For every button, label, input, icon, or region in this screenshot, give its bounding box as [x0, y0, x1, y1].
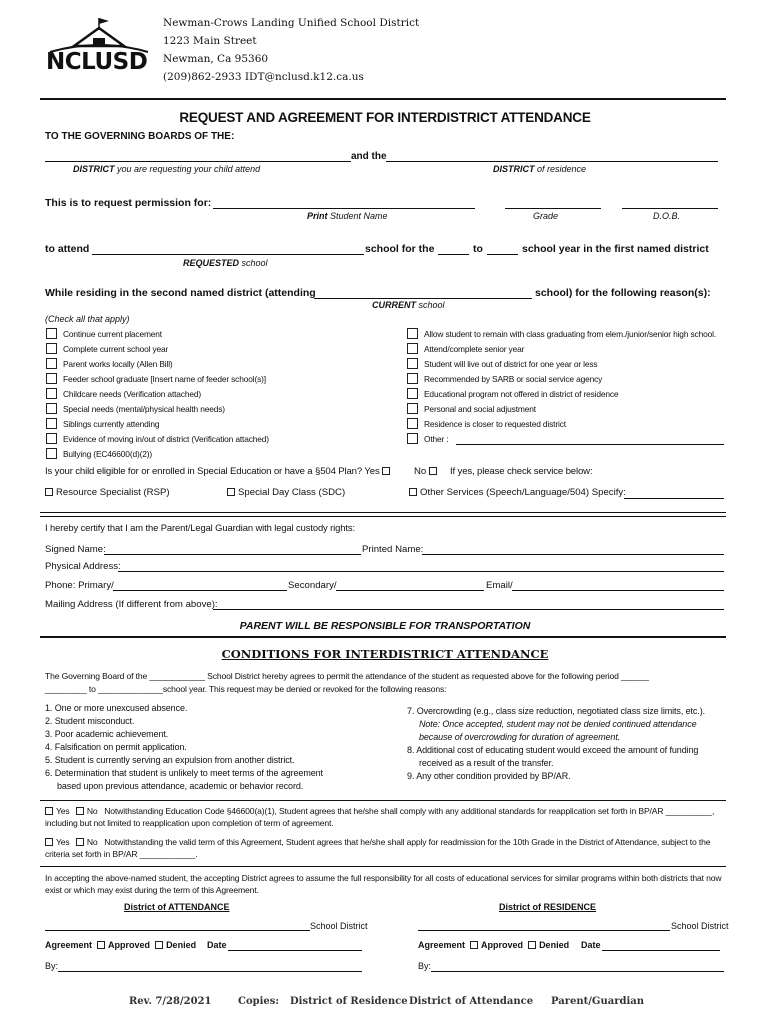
sped-yes-checkbox[interactable] [382, 467, 390, 475]
reason-label: Residence is closer to requested district [424, 419, 566, 429]
school-reasons-label: school) for the following reason(s): [535, 287, 711, 299]
other-services-field[interactable] [624, 498, 724, 499]
school-district-label: School District [671, 921, 729, 931]
district-residence-heading: District of RESIDENCE [499, 902, 597, 912]
condition-item: based upon previous attendance, academic or behavior record. [57, 781, 304, 791]
signed-name-field[interactable] [104, 554, 361, 555]
sped-question: Is your child eligible for or enrolled in Special Education or have a §504 Plan? Yes [45, 466, 393, 477]
revision-date: Rev. 7/28/2021 [129, 996, 212, 1007]
district-attend-field[interactable] [45, 161, 351, 162]
district-contact: (209)862-2933 IDT@nclusd.k12.ca.us [163, 71, 364, 83]
reason-checkbox[interactable] [407, 343, 418, 354]
reason-label: Bullying (EC46600(d)(2)) [63, 449, 153, 459]
mailing-address-field[interactable] [213, 609, 724, 610]
reason-checkbox[interactable] [46, 358, 57, 369]
reason-label: Complete current school year [63, 344, 169, 354]
year-end-field[interactable] [487, 254, 518, 255]
district-logo [46, 16, 152, 74]
reason-checkbox[interactable] [407, 403, 418, 414]
residence-approved-checkbox[interactable] [470, 941, 478, 949]
sped-no-checkbox[interactable] [429, 467, 437, 475]
reason-label: Feeder school graduate [Insert name of feeder school(s)] [63, 374, 266, 384]
reason-label: Evidence of moving in/out of district (Verification attached) [63, 434, 269, 444]
reason-label: Attend/complete senior year [424, 344, 525, 354]
section-divider [40, 800, 726, 801]
governing-label: TO THE GOVERNING BOARDS OF THE: [45, 131, 235, 142]
other-services-checkbox[interactable] [409, 488, 417, 496]
school-district-label: School District [310, 921, 368, 931]
to-label: to [473, 243, 483, 255]
reason-label: Parent works locally (Allen Bill) [63, 359, 173, 369]
grade-field[interactable] [505, 208, 601, 209]
and-the-label: and the [351, 151, 387, 162]
condition-item: 7. Overcrowding (e.g., class size reduction, negotiated class size limits, etc.). [407, 706, 706, 716]
reason-label: Recommended by SARB or social service agency [424, 374, 603, 384]
reason-label: Special needs (mental/physical health needs) [63, 404, 225, 414]
sdc-checkbox[interactable] [227, 488, 235, 496]
current-school-field[interactable] [314, 298, 532, 299]
reason-checkbox[interactable] [46, 328, 57, 339]
attendance-date-label: Date [207, 940, 227, 950]
logo-text: NCLUSD [46, 49, 148, 75]
physical-address-field[interactable] [118, 571, 724, 572]
reason-checkbox[interactable] [407, 373, 418, 384]
statement-2-yes-checkbox[interactable] [45, 838, 53, 846]
statement-2-no-checkbox[interactable] [76, 838, 84, 846]
other-services-option: Other Services (Speech/Language/504) Specify: [409, 487, 626, 498]
attendance-denied-checkbox[interactable] [155, 941, 163, 949]
reason-label: Other : [424, 434, 449, 444]
district-city: Newman, Ca 95360 [163, 53, 269, 65]
reason-label: Student will live out of district for one year or less [424, 359, 598, 369]
requested-school-label: REQUESTED school [183, 258, 268, 268]
print-student-label: Print Student Name [307, 211, 388, 221]
district-residence-field[interactable] [386, 161, 718, 162]
other-reason-field[interactable] [456, 444, 724, 445]
grade-label: Grade [533, 211, 559, 221]
condition-note: because of overcrowding for duration of agreement. [419, 732, 621, 742]
certify-statement: I hereby certify that I am the Parent/Legal Guardian with legal custody rights: [45, 522, 355, 533]
district-residence-label: DISTRICT of residence [493, 164, 587, 174]
reason-checkbox[interactable] [46, 448, 57, 459]
section-divider [40, 512, 726, 513]
rsp-checkbox[interactable] [45, 488, 53, 496]
school-for-the-label: school for the [365, 243, 435, 255]
statement-2-cont: criteria set forth in BP/AR ____________. [45, 849, 198, 859]
statement-1-no-checkbox[interactable] [76, 807, 84, 815]
form-title: REQUEST AND AGREEMENT FOR INTERDISTRICT ATTENDANCE [179, 110, 591, 125]
attendance-date-field[interactable] [228, 950, 362, 951]
section-divider [40, 866, 726, 867]
conditions-title: CONDITIONS FOR INTERDISTRICT ATTENDANCE [221, 647, 549, 661]
condition-item: 3. Poor academic achievement. [45, 729, 169, 739]
header-divider [40, 98, 726, 100]
condition-note: Note: Once accepted, student may not be denied continued attendance [419, 719, 697, 729]
residence-date-field[interactable] [602, 950, 720, 951]
reason-checkbox[interactable] [46, 388, 57, 399]
district-attend-label: DISTRICT you are requesting your child attend [73, 164, 261, 174]
board-statement-1: The Governing Board of the ____________ School District hereby agrees to permit the attendance of the student as requested above for the following period ______ [45, 671, 649, 681]
statement-2: Yes No Notwithstanding the valid term of this Agreement, Student agrees that he/she shall apply for readmission for the 10th Grade in the District of Attendance, subject to the [45, 837, 710, 848]
year-start-field[interactable] [438, 254, 469, 255]
sped-no: No [414, 466, 440, 477]
if-yes-label: If yes, please check service below: [450, 466, 593, 477]
reason-checkbox[interactable] [46, 343, 57, 354]
phone-secondary-field[interactable] [336, 590, 484, 591]
reason-checkbox[interactable] [407, 388, 418, 399]
reason-label: Allow student to remain with class graduating from elem./junior/senior high school. [424, 329, 716, 339]
condition-item: 5. Student is currently serving an expulsion from another district. [45, 755, 295, 765]
board-statement-2: _________ to ______________school year. This request may be denied or revoked for the following reasons: [45, 684, 447, 694]
check-all-label: (Check all that apply) [45, 314, 130, 324]
reason-label: Educational program not offered in district of residence [424, 389, 619, 399]
school-year-label: school year in the first named district [522, 243, 709, 255]
phone-primary-label: Phone: Primary/ [45, 580, 114, 591]
copy-recipient: District of Attendance [409, 996, 534, 1007]
email-label: Email/ [486, 580, 513, 591]
district-attendance-heading: District of ATTENDANCE [124, 902, 230, 912]
condition-item: received as a result of the transfer. [419, 758, 554, 768]
residence-by-field[interactable] [431, 971, 724, 972]
reason-label: Personal and social adjustment [424, 404, 536, 414]
sdc-option: Special Day Class (SDC) [227, 487, 345, 498]
conditions-right-list [407, 705, 705, 783]
reason-checkbox[interactable] [407, 418, 418, 429]
attendance-by-label: By: [45, 961, 59, 971]
student-name-field[interactable] [213, 208, 475, 209]
reason-checkbox[interactable] [46, 418, 57, 429]
to-attend-label: to attend [45, 243, 90, 255]
copy-recipient: Parent/Guardian [551, 996, 645, 1007]
while-residing-label: While residing in the second named district (attending [45, 287, 316, 299]
copy-recipient: District of Residence [290, 996, 408, 1007]
phone-primary-field[interactable] [113, 590, 287, 591]
residence-district-field[interactable] [418, 930, 670, 931]
statement-1-cont: including but not limited to reapplication upon completion of term of agreement. [45, 818, 334, 828]
conditions-left-list [45, 702, 323, 793]
district-street: 1223 Main Street [163, 35, 257, 47]
rsp-option: Resource Specialist (RSP) [45, 487, 170, 498]
accepting-statement-1: In accepting the above-named student, the accepting District agrees to assume the full responsibility for all costs of educational services for similar programs within both districts that now [45, 873, 722, 883]
reason-label: Childcare needs (Verification attached) [63, 389, 202, 399]
reason-checkbox[interactable] [407, 358, 418, 369]
dob-field[interactable] [622, 208, 718, 209]
attendance-by-field[interactable] [58, 971, 362, 972]
residence-by-label: By: [418, 961, 432, 971]
condition-item: 4. Falsification on permit application. [45, 742, 187, 752]
copies-label: Copies: [238, 996, 280, 1007]
secondary-label: Secondary/ [288, 580, 337, 591]
permission-label: This is to request permission for: [45, 197, 212, 209]
mailing-address-label: Mailing Address (If different from above): [45, 599, 218, 610]
attendance-agreement-row: Agreement Approved Denied [45, 940, 197, 950]
residence-denied-checkbox[interactable] [528, 941, 536, 949]
attendance-district-field[interactable] [45, 930, 310, 931]
physical-address-label: Physical Address: [45, 561, 121, 572]
reason-checkbox[interactable] [407, 328, 418, 339]
reason-checkbox[interactable] [46, 433, 57, 444]
statement-1: Yes No Notwithstanding Education Code §46600(a)(1), Student agrees that he/she shall comply with any additional standards for reapplication set forth in BP/AR __________, [45, 806, 714, 817]
printed-name-label: Printed Name: [362, 544, 424, 555]
requested-school-field[interactable] [92, 254, 364, 255]
condition-item: 8. Additional cost of educating student would exceed the amount of funding [407, 745, 699, 755]
reason-checkbox[interactable] [46, 403, 57, 414]
condition-item: 2. Student misconduct. [45, 716, 135, 726]
email-field[interactable] [512, 590, 724, 591]
printed-name-field[interactable] [422, 554, 724, 555]
reason-label: Siblings currently attending [63, 419, 160, 429]
residence-date-label: Date [581, 940, 601, 950]
section-divider [40, 636, 726, 638]
reason-label: Continue current placement [63, 329, 162, 339]
signed-name-label: Signed Name: [45, 544, 106, 555]
transport-notice: PARENT WILL BE RESPONSIBLE FOR TRANSPORTATION [239, 620, 531, 632]
condition-item: 1. One or more unexcused absence. [45, 703, 188, 713]
condition-item: 6. Determination that student is unlikely to meet terms of the agreement [45, 768, 323, 778]
section-divider [40, 516, 726, 517]
condition-item: 9. Any other condition provided by BP/AR. [407, 771, 571, 781]
dob-label: D.O.B. [653, 211, 681, 221]
statement-1-yes-checkbox[interactable] [45, 807, 53, 815]
district-name: Newman-Crows Landing Unified School District [163, 17, 420, 29]
current-school-label: CURRENT school [372, 300, 445, 310]
reason-checkbox[interactable] [407, 433, 418, 444]
attendance-approved-checkbox[interactable] [97, 941, 105, 949]
reason-checkbox[interactable] [46, 373, 57, 384]
residence-agreement-row: Agreement Approved Denied [418, 940, 570, 950]
accepting-statement-2: exist or which may exist during the term of this Agreement. [45, 885, 259, 895]
